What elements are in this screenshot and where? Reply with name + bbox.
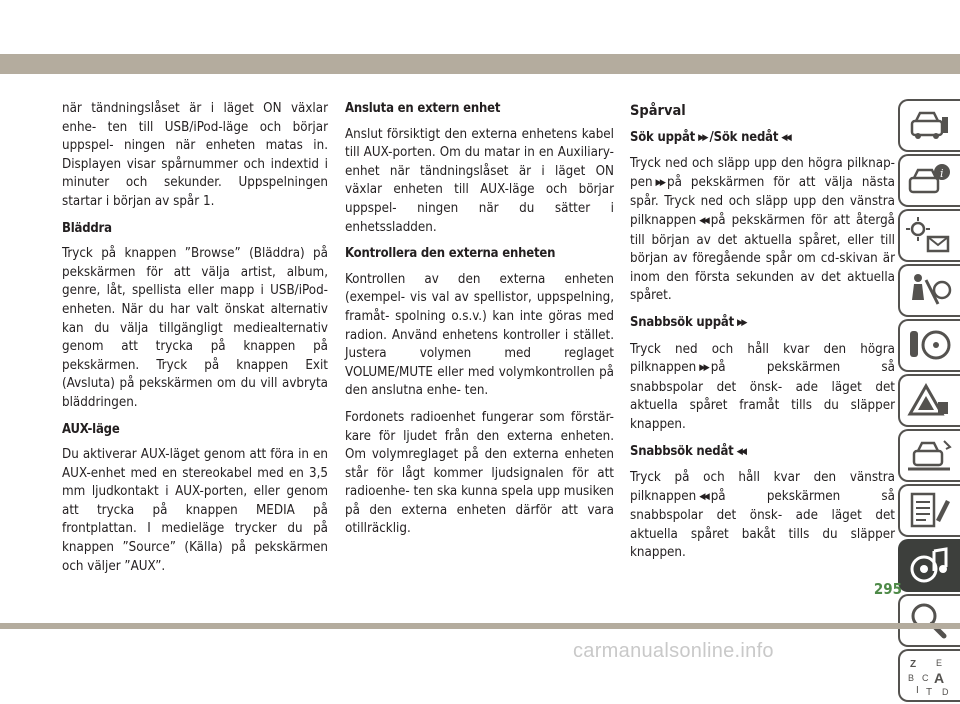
top-header-band — [0, 0, 960, 74]
svg-text:T: T — [926, 687, 933, 698]
rw-text-1: Tryck på och håll kvar den vänstra pilknappen — [630, 470, 895, 504]
safety-airbag-icon — [904, 270, 954, 314]
car-exterior-icon — [904, 105, 954, 149]
car-info-icon — [904, 160, 954, 204]
rw-text-2: på pekskärmen så snabbspolar det önsk- ade läget det aktuella spåret bakåt tills du släpper knappen. — [630, 488, 895, 561]
seek-down-label: /Sök nedåt — [709, 129, 779, 145]
chapter-tabs — [898, 99, 960, 704]
previous-track-icon: ◀◀ — [736, 446, 746, 457]
svg-text:i: i — [940, 167, 944, 180]
heading-connect-device: Ansluta en extern enhet — [345, 101, 501, 116]
tab-maintenance[interactable] — [898, 484, 960, 537]
text-column-1 — [62, 100, 328, 584]
tab-car-info[interactable] — [898, 154, 960, 207]
tab-starting-driving[interactable] — [898, 319, 960, 372]
page-number: 295 — [873, 580, 902, 598]
tab-service[interactable] — [898, 429, 960, 482]
svg-text:Z: Z — [910, 659, 917, 670]
tab-car-exterior[interactable] — [898, 99, 960, 152]
seek-up-label: Sök uppåt — [630, 129, 696, 145]
paragraph-seek — [630, 155, 895, 306]
alphabetical-index-icon — [904, 655, 954, 699]
paragraph-connect-device: Anslut försiktigt den externa enhetens kabel till AUX-porten. Om du matar in en Auxiliary-enhet när tändningslåset är i läget ON växlar enheten till AUX-läge och börjar uppspel- ningen när du sätter i enhetssladden. — [345, 126, 614, 235]
warning-lights-icon — [904, 215, 954, 259]
heading-track-selection: Spårval — [630, 103, 686, 119]
text-column-2 — [345, 100, 614, 547]
tab-warning-lights[interactable] — [898, 209, 960, 262]
starting-driving-icon — [904, 325, 954, 369]
next-track-icon: ▶▶ — [737, 317, 746, 328]
seek-text-1: Tryck ned och släpp upp den högra pilknap- pen — [630, 156, 895, 190]
paragraph-usb-ipod: när tändningslåset är i läget ON växlar enhe- ten till USB/iPod-läge och börjar uppspel- ningen när enheten matas in. Displayen visar spårnummer och indextid i minuter och sekunder. Uppspelningen startar i början av spår 1. — [62, 101, 328, 209]
previous-track-icon: ◀◀ — [699, 215, 708, 226]
tab-safety[interactable] — [898, 264, 960, 317]
next-track-icon: ▶▶ — [699, 363, 708, 374]
paragraph-fast-forward — [630, 341, 895, 435]
heading-aux-mode: AUX-läge — [62, 421, 120, 437]
ff-text-2: på pekskärmen så snabbspolar det önsk- ade läget det aktuella spåret framåt tills du släpper knappen. — [630, 360, 895, 432]
svg-text:A: A — [934, 670, 945, 686]
maintenance-checklist-icon — [904, 490, 954, 534]
paragraph-browse: Tryck på knappen ”Browse” (Bläddra) på pekskärmen för att välja artist, album, genre, låt, spellista eller mapp i USB/iPod-enheten. När du har valt önskat alternativ kan du välja tillgängligt mediealternativ genom att trycka på knappen på pekskärmen. Tryck på knappen Exit (Avsluta) på pekskärmen om du vill avbryta bläddringen. — [62, 246, 328, 410]
hazard-triangle-icon — [904, 380, 954, 424]
svg-text:C: C — [922, 673, 929, 683]
seek-text-3: på pekskärmen för att återgå till början av det aktuella spåret, eller till början av föregående spår om cd-skivan är inom den första sekunden av det aktuella spåret. — [630, 212, 895, 304]
text-column-3 — [630, 100, 895, 571]
heading-rewind — [630, 443, 895, 463]
paragraph-control-device: Kontrollen av den externa enheten (exempel- vis val av spellistor, uppspelning, framåt- spolning o.s.v.) kan inte göras med radion. Använd enhetens kontroller i stället. Justera volymen med reglaget VOLUME/MUTE eller med volymkontrollen på den anslutna enhe- ten. — [345, 271, 614, 399]
svg-text:D: D — [942, 687, 949, 697]
heading-seek — [630, 129, 895, 149]
tab-emergency[interactable] — [898, 374, 960, 427]
paragraph-aux-mode: Du aktiverar AUX-läget genom att föra in en AUX-enhet med en stereokabel med en 3,5 mm ljudkontakt i AUX-porten, eller genom att trycka på knappen MEDIA på frontplattan. I medieläge trycker du på knappen ”Source” (Källa) på pekskärmen och väljer ”AUX”. — [62, 447, 328, 574]
paragraph-radio-amplifier: Fordonets radioenhet fungerar som förstär- kare för ljudet från den externa enheten. Om volymreglaget på den externa enheten står för lågt kommer ljudsignalen för att radioenhe- ten ska kunna spela upp musiken på den externa enheten därför att vara otillräcklig. — [345, 409, 614, 537]
watermark-text: carmanualsonline.info — [573, 640, 774, 662]
ff-text-1: Tryck ned och håll kvar den högra pilknappen — [630, 341, 895, 376]
svg-text:I: I — [916, 685, 919, 696]
rewind-label: Snabbsök nedåt — [630, 443, 734, 459]
seek-text-2: på pekskärmen för att välja nästa spår. Tryck ned och släpp upp den vänstra pilknappen — [630, 174, 895, 228]
next-track-icon: ▶▶ — [655, 177, 665, 188]
bottom-color-band — [0, 623, 960, 629]
svg-text:E: E — [936, 658, 943, 668]
heading-fast-forward — [630, 314, 895, 334]
index-search-icon — [904, 600, 954, 644]
svg-text:B: B — [908, 673, 915, 683]
tab-multimedia[interactable] — [898, 539, 960, 592]
service-car-icon — [904, 435, 954, 479]
previous-track-icon: ◀◀ — [699, 491, 708, 502]
tab-index-search[interactable] — [898, 594, 960, 647]
fast-forward-label: Snabbsök uppåt — [630, 314, 734, 330]
previous-track-icon: ◀◀ — [781, 132, 790, 143]
paragraph-rewind — [630, 469, 895, 563]
heading-browse: Bläddra — [62, 220, 112, 236]
tab-alphabetical-index[interactable] — [898, 649, 960, 702]
multimedia-icon — [904, 545, 954, 589]
heading-control-device: Kontrollera den externa enheten — [345, 246, 556, 262]
next-track-icon: ▶▶ — [698, 132, 707, 143]
header-color-bar — [0, 54, 960, 74]
